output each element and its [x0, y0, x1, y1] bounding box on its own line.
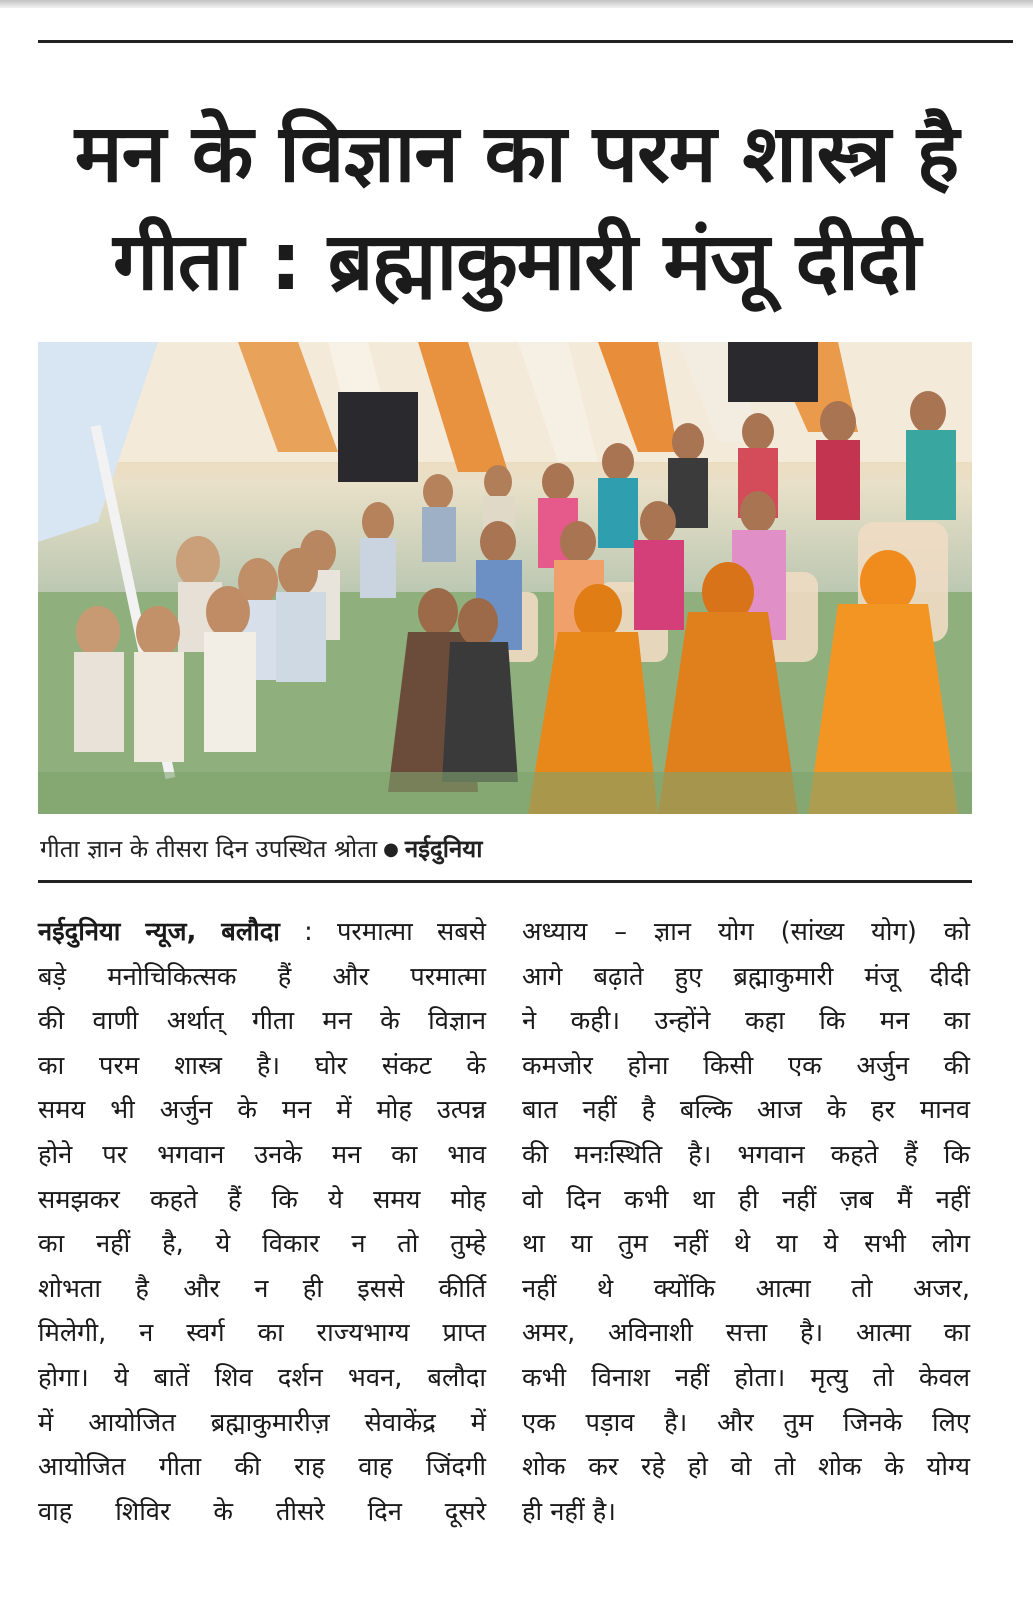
- article-line: वाह शिविर के तीसरे दिन दूसरे: [38, 1496, 486, 1527]
- article-line: होने पर भगवान उनके मन का भाव: [38, 1139, 486, 1170]
- article-line: आगे बढ़ाते हुए ब्रह्माकुमारी मंजू दीदी: [522, 961, 970, 992]
- article-line: नहीं थे क्योंकि आत्मा तो अजर,: [522, 1273, 970, 1304]
- article-line: समय भी अर्जुन के मन में मोह उत्पन्न: [38, 1095, 486, 1126]
- article-line: ही नहीं है।: [522, 1496, 616, 1527]
- headline: [0, 100, 1033, 316]
- article-line: शोक कर रहे हो वो तो शोक के योग्य: [522, 1452, 970, 1483]
- article-line: बात नहीं है बल्कि आज के हर मानव: [522, 1095, 970, 1126]
- article-line: मिलेगी, न स्वर्ग का राज्यभाग्य प्राप्त: [38, 1318, 486, 1349]
- article-line: होगा। ये बातें शिव दर्शन भवन, बलौदा: [38, 1362, 486, 1393]
- article-column-right: [522, 910, 970, 1534]
- bullet-icon: ●: [383, 839, 399, 860]
- article-line: अध्याय – ज्ञान योग (सांख्य योग) को: [522, 917, 970, 947]
- article-line: ने कही। उन्होंने कहा कि मन का: [522, 1006, 970, 1037]
- headline-line-1: मन के विज्ञान का परम शास्त्र है: [74, 107, 959, 200]
- audience-photo-illustration: [38, 342, 972, 814]
- article-line: का परम शास्त्र है। घोर संकट के: [38, 1050, 486, 1081]
- article-line: वो दिन कभी था ही नहीं ज़ब मैं नहीं: [522, 1184, 970, 1215]
- article-line: [38, 910, 486, 955]
- article-line: की मनःस्थिति है। भगवान कहते हैं कि: [522, 1139, 970, 1170]
- article-line: कभी विनाश नहीं होता। मृत्यु तो केवल: [522, 1362, 970, 1393]
- article-line: की वाणी अर्थात् गीता मन के विज्ञान: [38, 1006, 486, 1037]
- caption-rule: [38, 880, 972, 883]
- article-line: का नहीं है, ये विकार न तो तुम्हे: [38, 1229, 486, 1260]
- caption-credit: नईदुनिया: [404, 835, 483, 863]
- article-line: बड़े मनोचिकित्सक हैं और परमात्मा: [38, 961, 486, 992]
- article-line: शोभता है और न ही इससे कीर्ति: [38, 1273, 486, 1304]
- article-line: समझकर कहते हैं कि ये समय मोह: [38, 1184, 486, 1215]
- article-line: एक पड़ाव है। और तुम जिनके लिए: [522, 1407, 970, 1438]
- dateline: नईदुनिया न्यूज, बलौदा: [38, 917, 280, 947]
- article-line: कमजोर होना किसी एक अर्जुन की: [522, 1050, 970, 1081]
- article-column-left: [38, 910, 486, 1534]
- headline-line-2: गीता : ब्रह्माकुमारी मंजू दीदी: [113, 215, 920, 308]
- caption-text: गीता ज्ञान के तीसरा दिन उपस्थित श्रोता: [40, 835, 378, 863]
- previous-article-strip: [0, 0, 1033, 8]
- article-line: था या तुम नहीं थे या ये सभी लोग: [522, 1229, 970, 1260]
- photo-caption: [40, 832, 970, 865]
- audience-photo: [38, 342, 972, 814]
- article-line: अमर, अविनाशी सत्ता है। आत्मा का: [522, 1318, 970, 1349]
- article-line: में आयोजित ब्रह्माकुमारीज़ सेवाकेंद्र में: [38, 1407, 486, 1438]
- article-line: आयोजित गीता की राह वाह जिंदगी: [38, 1452, 486, 1483]
- article-line-text: : परमात्मा सबसे: [279, 917, 486, 947]
- top-rule: [38, 40, 1013, 43]
